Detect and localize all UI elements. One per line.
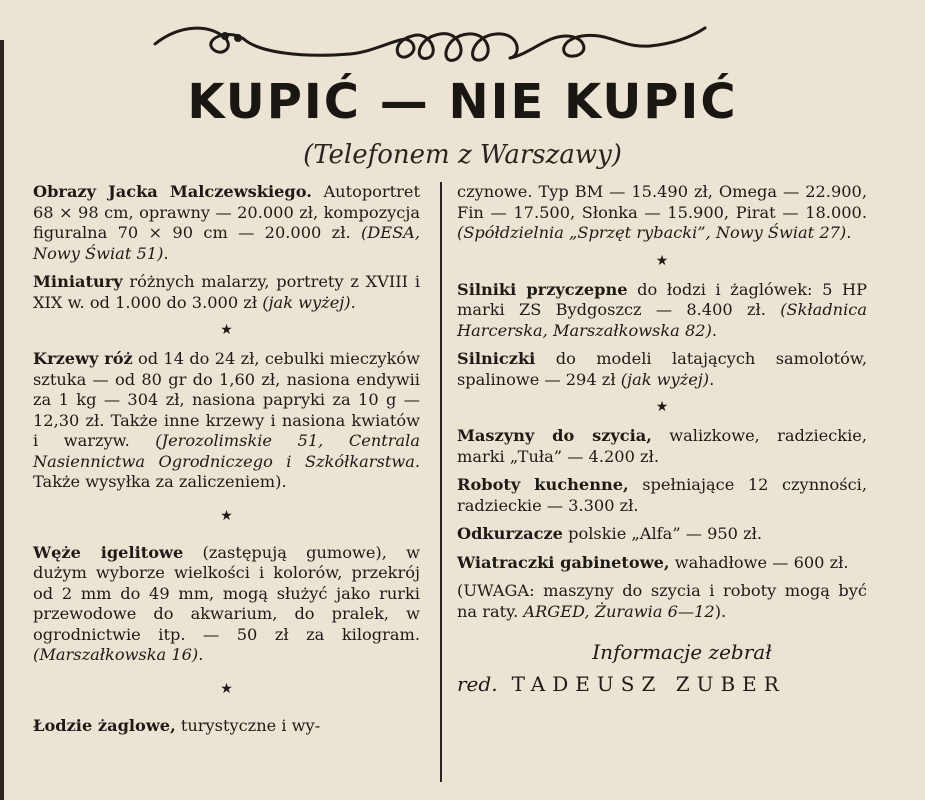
listing-text: walizkowe, radzieckie, marki „Tuła” — 4.200 zł. [457, 426, 867, 466]
section-star: ★ [220, 680, 233, 697]
listing-heading: Maszyny do szycia, [457, 426, 652, 445]
page-title: KUPIĆ — NIE KUPIĆ [187, 74, 738, 130]
left-column [33, 182, 420, 744]
listing-text: od 14 do 24 zł, cebulki mieczyków sztuka — od 80 gr do 1,60 zł, nasiona endywii za 1 kg — 304 zł, nasiona papryki za 10 g — 12,30 zł. Także inne krzewy i nasiona kwiatów i warzyw. [33, 349, 420, 450]
listing-text: polskie „Alfa” — 950 zł. [562, 524, 763, 543]
listing-text: czynowe. Typ BM — 15.490 zł, Omega — 22.900, Fin — 17.500, Słonka — 15.900, Pirat — 18.000. [457, 182, 867, 222]
listing-malczewski: Obrazy Jacka Malczewskiego. Autoportret 68 × 98 cm, oprawny — 20.000 zł, kompozycja figuralna 70 × 90 cm — 20.000 zł. (DESA, Nowy Świat 51). [33, 182, 420, 263]
section-star: ★ [655, 399, 669, 415]
listing-text: różnych malarzy, portrety z XVIII i XIX w. od 1.000 do 3.000 zł [33, 272, 420, 312]
listing-heading: Silniki przyczepne [457, 279, 628, 299]
listing-outboard-motors: Silniki przyczepne do łodzi i żaglówek: 5 HP marki ZS Bydgoszcz — 8.400 zł. (Składnica Harcerska, Marszałkowska 82). [457, 279, 867, 340]
byline-name: TADEUSZ ZUBER [511, 672, 786, 696]
listing-heading: Krzewy róż [33, 349, 133, 368]
listing-source: (Jerozolimskie 51, Centrala Nasiennictwa Ogrodniczego i Szkółkarstwa. [33, 431, 420, 471]
listing-heading: Silniczki [457, 349, 536, 368]
listing-desk-fans [457, 553, 867, 574]
listing-heading: Węże igelitowe [33, 542, 184, 562]
listing-text: (zastępują gumowe), w dużym wyborze wielkości i kolorów, przekrój od 2 mm do 49 mm, mogą służyć jako rurki przewodowe do akwarium, do pralek, w ogrodnictwie itp. — 50 zł za kilogram. [33, 542, 420, 644]
listing-miniatures: Miniatury różnych malarzy, portrety z XVIII i XIX w. od 1.000 do 3.000 zł (jak wyżej). [33, 272, 420, 312]
column-divider [440, 182, 442, 782]
listing-text: turystyczne i wy- [175, 715, 321, 735]
byline-intro: Informacje zebrał [592, 640, 772, 664]
right-column [457, 182, 867, 696]
installment-note: (UWAGA: maszyny do szycia i roboty mogą być na raty. ARGED, Żurawia 6—12). [457, 581, 867, 621]
byline-author [457, 672, 867, 696]
listing-sewing-machines [457, 426, 867, 467]
byline-red: red. [457, 672, 498, 696]
section-star: ★ [220, 322, 233, 338]
listing-heading: Roboty kuchenne, [457, 475, 629, 494]
listing-sailboats [33, 716, 420, 737]
section-star: ★ [220, 507, 233, 524]
listing-heading: Łodzie żaglowe, [33, 715, 176, 735]
listing-heading: Miniatury [33, 272, 123, 291]
listing-text: spełniające 12 czynności, radzieckie — 3.300 zł. [457, 475, 867, 515]
listing-text: (UWAGA: maszyny do szycia i roboty mogą być na raty. [457, 581, 867, 621]
listing-source: (Składnica Harcerska, Marszałkowska 82) [457, 300, 867, 340]
listing-text: Autoportret 68 × 98 cm, oprawny — 20.000 zł, kompozycja figuralna 70 × 90 cm — 20.000 zł. [33, 182, 420, 242]
decorative-squiggle-ornament [150, 14, 710, 72]
listing-model-engines: Silniczki do modeli latających samolotów, spalinowe — 294 zł (jak wyżej). [457, 349, 867, 389]
listing-hoses: Węże igelitowe (zastępują gumowe), w dużym wyborze wielkości i kolorów, przekrój od 2 mm do 49 mm, mogą służyć jako rurki przewodowe do akwarium, do pralek, w ogrodnictwie itp. — 50 zł za kilogram. (Marszałkowska 16). [33, 542, 420, 664]
listing-text: do łodzi i żaglówek: 5 HP marki ZS Bydgoszcz — 8.400 zł. [457, 279, 867, 319]
listing-source: (Marszałkowska 16) [33, 645, 199, 664]
listing-text: wahadłowe — 600 zł. [669, 552, 849, 572]
listing-heading: Obrazy Jacka Malczewskiego. [33, 182, 312, 201]
page-subtitle: (Telefonem z Warszawy) [303, 140, 622, 170]
listing-vacuum-cleaners [457, 524, 867, 545]
listing-source: (Spółdzielnia „Sprzęt rybacki”, Nowy Świat 27) [457, 223, 847, 242]
listing-source: (jak wyżej) [620, 369, 710, 389]
listing-source: (jak wyżej) [262, 292, 351, 312]
listing-heading: Wiatraczki gabinetowe, [457, 552, 670, 572]
listing-roses: Krzewy róż od 14 do 24 zł, cebulki mieczyków sztuka — od 80 gr do 1,60 zł, nasiona endywii za 1 kg — 304 zł, nasiona papryki za 10 g — 12,30 zł. Także inne krzewy i nasiona kwiatów i warzyw. (Jerozolimskie 51, Centrala Nasiennictwa Ogrodniczego i Szkółkarstwa. Także wysyłka za zaliczeniem). [33, 349, 420, 491]
listing-source: (DESA, Nowy Świat 51) [33, 223, 420, 263]
listing-kitchen-robots [457, 475, 867, 516]
listing-sailboats-continued: czynowe. Typ BM — 15.490 zł, Omega — 22.900, Fin — 17.500, Słonka — 15.900, Pirat — 18.000. (Spółdzielnia „Sprzęt rybacki”, Nowy Świat 27). [457, 182, 867, 242]
listing-text: do modeli latających samolotów, spalinowe — 294 zł [457, 349, 867, 389]
listing-source: ARGED, Żurawia 6—12 [523, 601, 715, 621]
listing-heading: Odkurzacze [457, 524, 563, 543]
section-star: ★ [655, 252, 669, 269]
